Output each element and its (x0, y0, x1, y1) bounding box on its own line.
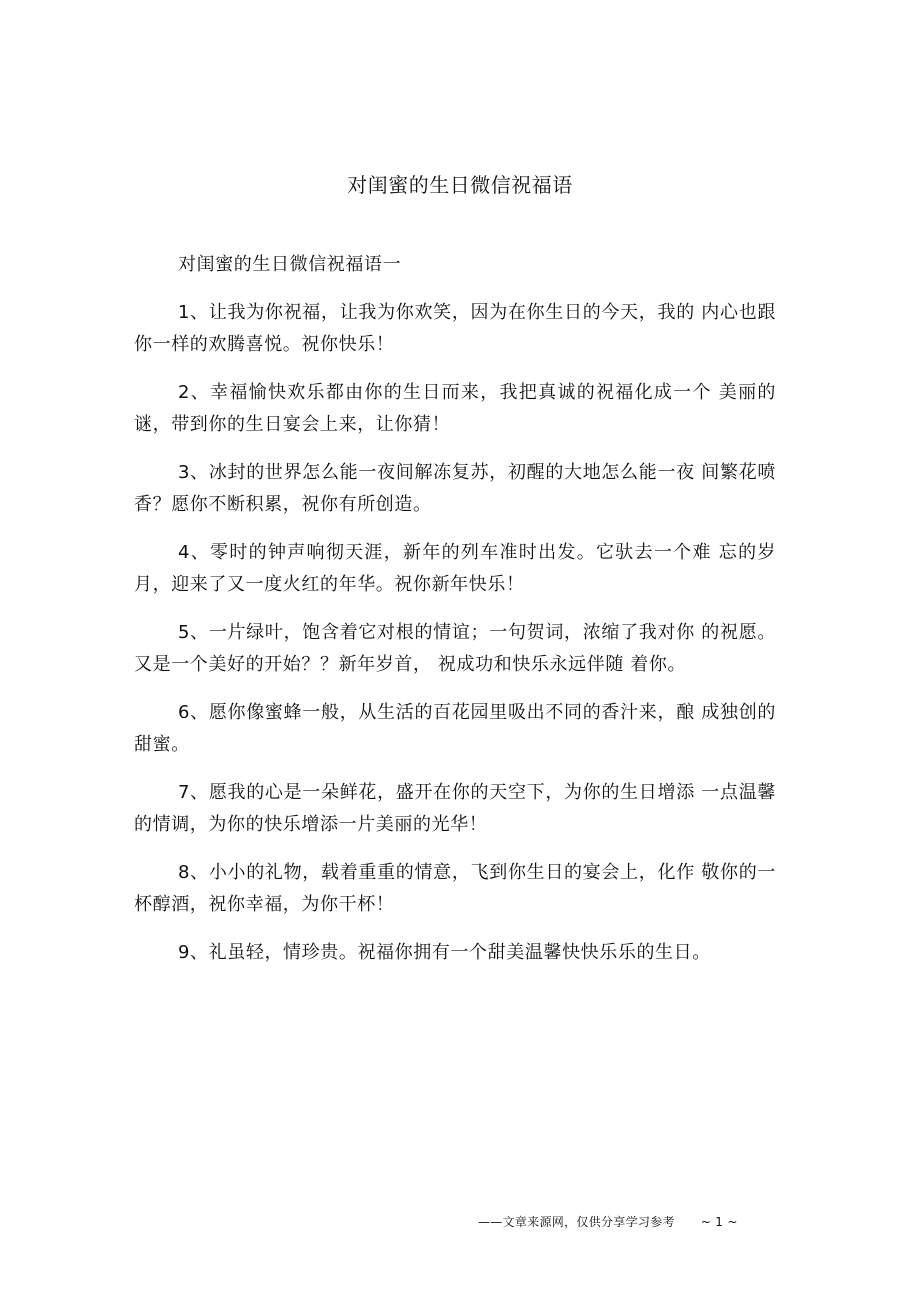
page-number: ~ 1 ~ (700, 1215, 738, 1229)
blessing-paragraph-8: 8、小小的礼物，载着重重的情意，飞到你生日的宴会上，化作 敬你的一杯醇酒，祝你幸福，为你干杯！ (134, 862, 776, 915)
page-footer (478, 1213, 738, 1231)
document-title: 对闺蜜的生日微信祝福语 (347, 173, 573, 197)
blessing-paragraph-5: 5、一片绿叶，饱含着它对根的情谊；一句贺词，浓缩了我对你 的祝愿。又是一个美好的开始？？新年岁首， 祝成功和快乐永远伴随 着你。 (134, 622, 776, 675)
document-body (134, 249, 776, 985)
blessing-paragraph-7: 7、愿我的心是一朵鲜花，盛开在你的天空下，为你的生日增添 一点温馨的情调，为你的快乐增添一片美丽的光华！ (134, 782, 776, 835)
blessing-paragraph-9: 9、礼虽轻，情珍贵。祝福你拥有一个甜美温馨快快乐乐的生日。 (178, 942, 711, 963)
blessing-paragraph-6: 6、愿你像蜜蜂一般，从生活的百花园里吸出不同的香汁来，酿 成独创的甜蜜。 (134, 702, 776, 755)
footer-source-note: ——文章来源网，仅供分享学习参考 (478, 1215, 675, 1229)
blessing-paragraph-3: 3、冰封的世界怎么能一夜间解冻复苏，初醒的大地怎么能一夜 间繁花喷香？愿你不断积累，祝你有所创造。 (134, 462, 776, 515)
section-heading: 对闺蜜的生日微信祝福语一 (178, 254, 402, 275)
blessing-paragraph-4: 4、零时的钟声响彻天涯，新年的列车准时出发。它驮去一个难 忘的岁月，迎来了又一度火红的年华。祝你新年快乐！ (134, 542, 776, 595)
blessing-paragraph-2: 2、幸福愉快欢乐都由你的生日而来，我把真诚的祝福化成一个 美丽的谜，带到你的生日宴会上来，让你猜！ (134, 382, 776, 435)
blessing-paragraph-1: 1、让我为你祝福，让我为你欢笑，因为在你生日的今天，我的 内心也跟你一样的欢腾喜悦。祝你快乐！ (134, 302, 776, 355)
